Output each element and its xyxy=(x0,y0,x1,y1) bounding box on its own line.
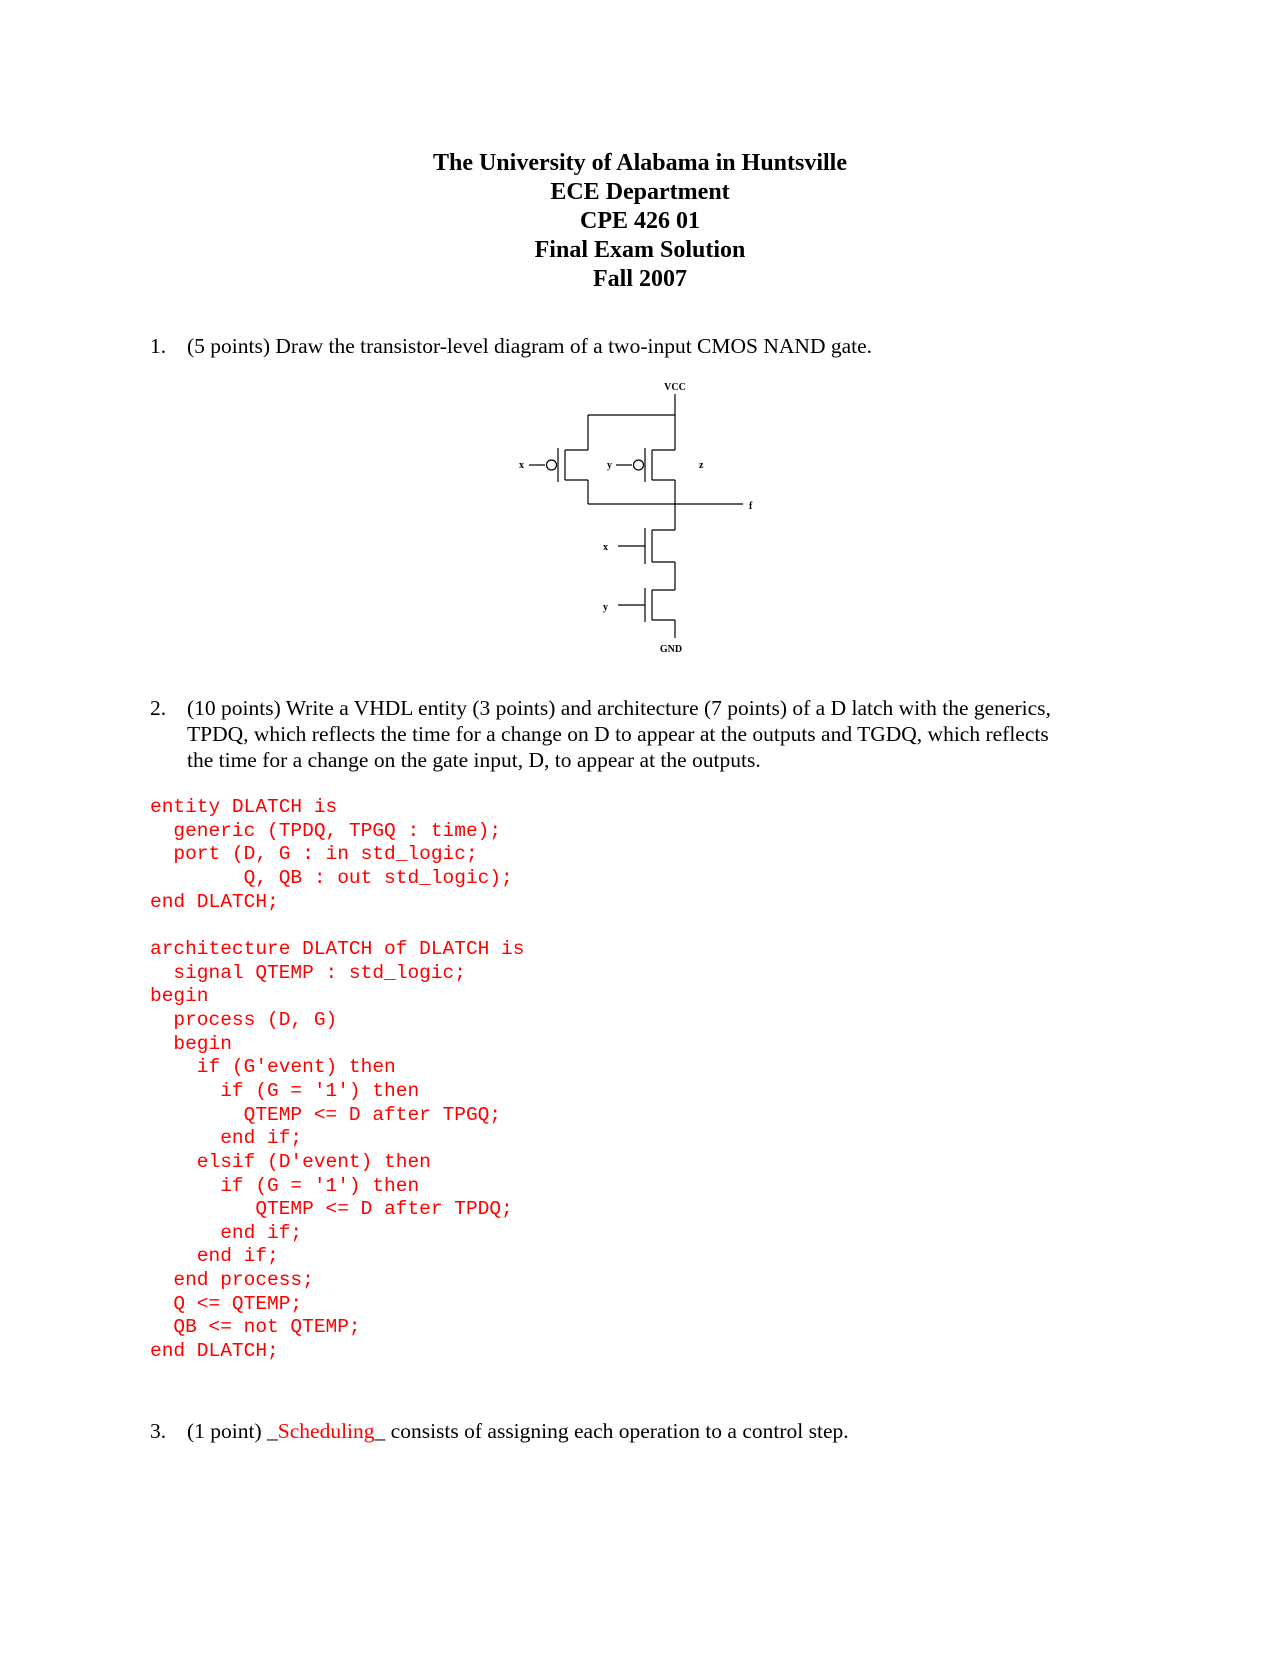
question-2-number: 2. xyxy=(150,696,167,720)
university-name: The University of Alabama in Huntsville xyxy=(432,150,848,176)
code-line: if (G = '1') then xyxy=(150,1079,420,1102)
vhdl-solution-code xyxy=(150,796,524,1364)
question-1-number: 1. xyxy=(150,334,167,358)
question-3-number: 3. xyxy=(150,1419,167,1443)
code-line: begin xyxy=(150,985,209,1008)
output-f-label: f xyxy=(749,501,753,512)
code-line: elsif (D'event) then xyxy=(150,1150,431,1173)
code-line: end DLATCH; xyxy=(150,1340,279,1363)
code-line: port (D, G : in std_logic; xyxy=(150,843,478,866)
code-line: signal QTEMP : std_logic; xyxy=(150,961,466,984)
code-line: QTEMP <= D after TPGQ; xyxy=(150,1103,502,1126)
code-line: architecture DLATCH of DLATCH is xyxy=(150,937,525,960)
code-line: if (G'event) then xyxy=(150,1056,396,1079)
code-line: end process; xyxy=(150,1269,314,1292)
code-line: Q, QB : out std_logic); xyxy=(150,866,513,889)
question-1-text: (5 points) Draw the transistor-level diagram of a two-input CMOS NAND gate. xyxy=(187,334,873,358)
gnd-label: GND xyxy=(659,644,683,655)
code-line: generic (TPDQ, TPGQ : time); xyxy=(150,819,502,842)
code-line: Q <= QTEMP; xyxy=(150,1292,303,1315)
exam-header xyxy=(0,149,1280,294)
code-line: QB <= not QTEMP; xyxy=(150,1316,361,1339)
course-number: CPE 426 01 xyxy=(580,208,700,234)
pmos-x-bubble xyxy=(547,460,557,470)
code-line: begin xyxy=(150,1032,232,1055)
pmos-y-bubble xyxy=(634,460,644,470)
z-label: z xyxy=(699,460,704,471)
code-line: if (G = '1') then xyxy=(150,1174,420,1197)
question-2-line-3: the time for a change on the gate input, D, to appear at the outputs. xyxy=(187,748,761,772)
question-3-answer: Scheduling xyxy=(277,1419,375,1443)
cmos-nand-diagram xyxy=(500,380,760,660)
question-3-text xyxy=(187,1418,849,1444)
question-3-text-after: _ consists of assigning each operation to a control step. xyxy=(374,1419,849,1443)
question-2-line-2: TPDQ, which reflects the time for a change on D to appear at the outputs and TGDQ, which reflects xyxy=(187,722,1049,746)
code-line: end DLATCH; xyxy=(150,890,279,913)
vcc-label: VCC xyxy=(664,382,686,393)
code-line: end if; xyxy=(150,1245,279,1268)
exam-title: Final Exam Solution xyxy=(534,237,746,263)
department-name: ECE Department xyxy=(550,179,730,205)
pmos-x-gate-label: x xyxy=(519,460,524,471)
question-3-text-before: (1 point) _ xyxy=(187,1419,278,1443)
nmos-x-gate-label: x xyxy=(603,542,608,553)
code-line: entity DLATCH is xyxy=(150,796,338,818)
code-line: process (D, G) xyxy=(150,1008,338,1031)
nmos-y-gate-label: y xyxy=(603,602,608,613)
question-2-line-1: (10 points) Write a VHDL entity (3 points) and architecture (7 points) of a D latch with the generics, xyxy=(187,696,1051,720)
pmos-y-gate-label: y xyxy=(607,460,612,471)
exam-term: Fall 2007 xyxy=(593,266,687,292)
code-line: end if; xyxy=(150,1127,303,1150)
code-line: QTEMP <= D after TPDQ; xyxy=(150,1198,513,1221)
code-line: end if; xyxy=(150,1221,303,1244)
